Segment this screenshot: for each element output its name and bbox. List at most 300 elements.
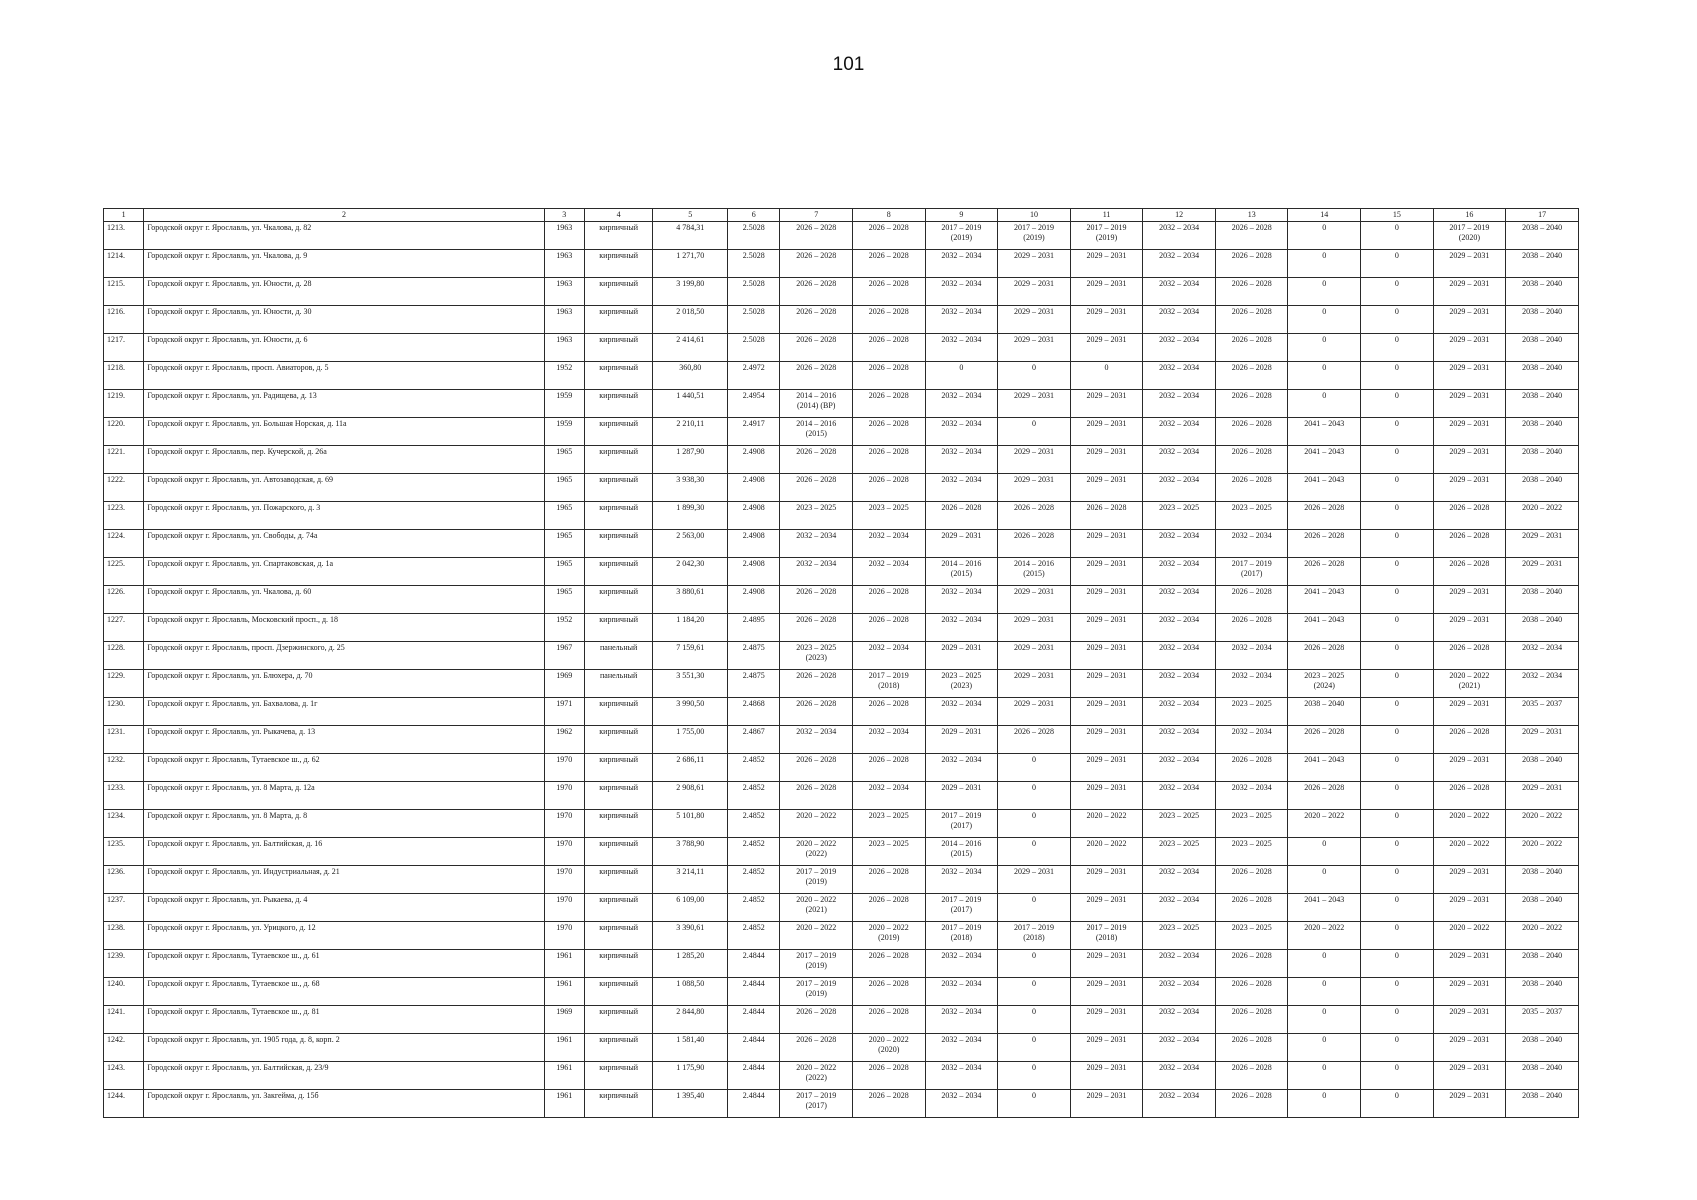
table-cell-col-8: 2026 – 2028 — [853, 1006, 926, 1034]
table-cell-col-8: 2026 – 2028 — [853, 698, 926, 726]
table-cell-col-12: 2032 – 2034 — [1143, 530, 1216, 558]
table-cell-col-17: 2029 – 2031 — [1506, 558, 1579, 586]
table-cell-col-4: панельный — [584, 642, 653, 670]
table-cell-col-2: Городской округ г. Ярославль, просп. Авиаторов, д. 5 — [144, 362, 544, 390]
table-cell-col-7: 2026 – 2028 — [780, 1006, 853, 1034]
table-cell-col-1: 1243. — [104, 1062, 144, 1090]
table-cell-col-7: 2020 – 2022 — [780, 810, 853, 838]
table-cell-col-17: 2038 – 2040 — [1506, 894, 1579, 922]
table-cell-col-17: 2038 – 2040 — [1506, 1034, 1579, 1062]
table-cell-col-8: 2026 – 2028 — [853, 586, 926, 614]
table-cell-col-10: 0 — [998, 782, 1071, 810]
table-cell-col-7: 2026 – 2028 — [780, 670, 853, 698]
table-cell-col-11: 2020 – 2022 — [1070, 838, 1143, 866]
table-row — [104, 586, 1579, 614]
table-cell-col-9: 2017 – 2019 (2017) — [925, 810, 998, 838]
table-cell-col-15: 0 — [1361, 950, 1434, 978]
table-cell-col-10: 2029 – 2031 — [998, 390, 1071, 418]
table-cell-col-12: 2032 – 2034 — [1143, 390, 1216, 418]
table-cell-col-12: 2032 – 2034 — [1143, 418, 1216, 446]
table-cell-col-17: 2038 – 2040 — [1506, 754, 1579, 782]
table-cell-col-12: 2032 – 2034 — [1143, 446, 1216, 474]
table-cell-col-10: 2029 – 2031 — [998, 642, 1071, 670]
table-cell-col-5: 1 088,50 — [653, 978, 728, 1006]
table-cell-col-11: 2029 – 2031 — [1070, 1034, 1143, 1062]
table-cell-col-17: 2032 – 2034 — [1506, 642, 1579, 670]
table-cell-col-6: 2.4895 — [728, 614, 780, 642]
table-cell-col-2: Городской округ г. Ярославль, ул. Свободы, д. 74а — [144, 530, 544, 558]
column-header-9: 9 — [925, 209, 998, 222]
table-cell-col-3: 1963 — [544, 306, 584, 334]
table-cell-col-7: 2026 – 2028 — [780, 334, 853, 362]
table-cell-col-6: 2.4844 — [728, 1034, 780, 1062]
table-cell-col-12: 2032 – 2034 — [1143, 726, 1216, 754]
table-cell-col-14: 2026 – 2028 — [1288, 502, 1361, 530]
table-cell-col-17: 2038 – 2040 — [1506, 1090, 1579, 1118]
table-cell-col-6: 2.4852 — [728, 866, 780, 894]
table-row — [104, 1034, 1579, 1062]
table-cell-col-16: 2026 – 2028 — [1433, 726, 1506, 754]
table-row — [104, 418, 1579, 446]
table-cell-col-15: 0 — [1361, 698, 1434, 726]
table-cell-col-9: 2032 – 2034 — [925, 1006, 998, 1034]
table-cell-col-12: 2032 – 2034 — [1143, 222, 1216, 250]
table-cell-col-2: Городской округ г. Ярославль, ул. Юности, д. 30 — [144, 306, 544, 334]
column-header-2: 2 — [144, 209, 544, 222]
table-cell-col-2: Городской округ г. Ярославль, Тутаевское ш., д. 81 — [144, 1006, 544, 1034]
table-cell-col-1: 1231. — [104, 726, 144, 754]
table-cell-col-7: 2017 – 2019 (2019) — [780, 950, 853, 978]
table-cell-col-2: Городской округ г. Ярославль, ул. Радищева, д. 13 — [144, 390, 544, 418]
table-cell-col-5: 3 938,30 — [653, 474, 728, 502]
table-cell-col-10: 2026 – 2028 — [998, 502, 1071, 530]
table-cell-col-14: 2026 – 2028 — [1288, 726, 1361, 754]
table-cell-col-3: 1959 — [544, 418, 584, 446]
table-cell-col-10: 2026 – 2028 — [998, 726, 1071, 754]
column-header-6: 6 — [728, 209, 780, 222]
table-cell-col-4: кирпичный — [584, 1090, 653, 1118]
table-cell-col-7: 2014 – 2016 (2015) — [780, 418, 853, 446]
table-cell-col-15: 0 — [1361, 782, 1434, 810]
table-cell-col-9: 2032 – 2034 — [925, 586, 998, 614]
table-cell-col-12: 2032 – 2034 — [1143, 978, 1216, 1006]
table-cell-col-9: 2032 – 2034 — [925, 754, 998, 782]
table-cell-col-11: 2029 – 2031 — [1070, 1006, 1143, 1034]
table-cell-col-2: Городской округ г. Ярославль, ул. 8 Марта, д. 8 — [144, 810, 544, 838]
table-cell-col-5: 7 159,61 — [653, 642, 728, 670]
table-cell-col-8: 2026 – 2028 — [853, 1090, 926, 1118]
table-cell-col-5: 2 908,61 — [653, 782, 728, 810]
column-header-1: 1 — [104, 209, 144, 222]
column-header-14: 14 — [1288, 209, 1361, 222]
table-cell-col-5: 3 551,30 — [653, 670, 728, 698]
table-cell-col-16: 2029 – 2031 — [1433, 698, 1506, 726]
table-cell-col-16: 2029 – 2031 — [1433, 250, 1506, 278]
table-cell-col-16: 2029 – 2031 — [1433, 866, 1506, 894]
table-cell-col-7: 2017 – 2019 (2019) — [780, 866, 853, 894]
table-cell-col-7: 2026 – 2028 — [780, 698, 853, 726]
table-cell-col-13: 2026 – 2028 — [1215, 446, 1288, 474]
table-cell-col-6: 2.4917 — [728, 418, 780, 446]
table-cell-col-15: 0 — [1361, 754, 1434, 782]
table-cell-col-7: 2026 – 2028 — [780, 250, 853, 278]
table-cell-col-5: 1 271,70 — [653, 250, 728, 278]
table-cell-col-5: 1 755,00 — [653, 726, 728, 754]
table-cell-col-4: панельный — [584, 670, 653, 698]
table-cell-col-15: 0 — [1361, 446, 1434, 474]
table-cell-col-3: 1963 — [544, 278, 584, 306]
table-cell-col-3: 1970 — [544, 838, 584, 866]
table-cell-col-12: 2032 – 2034 — [1143, 474, 1216, 502]
table-cell-col-16: 2029 – 2031 — [1433, 390, 1506, 418]
table-cell-col-16: 2029 – 2031 — [1433, 362, 1506, 390]
table-cell-col-8: 2032 – 2034 — [853, 530, 926, 558]
table-cell-col-10: 2029 – 2031 — [998, 586, 1071, 614]
table-cell-col-6: 2.4852 — [728, 754, 780, 782]
table-row — [104, 362, 1579, 390]
table-cell-col-8: 2023 – 2025 — [853, 810, 926, 838]
table-cell-col-3: 1952 — [544, 362, 584, 390]
table-cell-col-6: 2.5028 — [728, 250, 780, 278]
table-cell-col-7: 2032 – 2034 — [780, 726, 853, 754]
table-cell-col-13: 2026 – 2028 — [1215, 586, 1288, 614]
table-cell-col-13: 2026 – 2028 — [1215, 278, 1288, 306]
table-cell-col-10: 2029 – 2031 — [998, 670, 1071, 698]
table-row — [104, 810, 1579, 838]
table-cell-col-15: 0 — [1361, 390, 1434, 418]
table-cell-col-13: 2026 – 2028 — [1215, 866, 1288, 894]
table-cell-col-17: 2038 – 2040 — [1506, 362, 1579, 390]
table-cell-col-4: кирпичный — [584, 278, 653, 306]
table-cell-col-1: 1230. — [104, 698, 144, 726]
table-cell-col-1: 1242. — [104, 1034, 144, 1062]
table-row — [104, 334, 1579, 362]
table-cell-col-2: Городской округ г. Ярославль, просп. Дзержинского, д. 25 — [144, 642, 544, 670]
table-cell-col-13: 2026 – 2028 — [1215, 754, 1288, 782]
table-cell-col-4: кирпичный — [584, 754, 653, 782]
table-cell-col-10: 0 — [998, 1034, 1071, 1062]
table-cell-col-8: 2026 – 2028 — [853, 418, 926, 446]
table-cell-col-17: 2038 – 2040 — [1506, 278, 1579, 306]
table-cell-col-4: кирпичный — [584, 922, 653, 950]
table-cell-col-5: 5 101,80 — [653, 810, 728, 838]
table-body — [104, 222, 1579, 1118]
table-cell-col-4: кирпичный — [584, 222, 653, 250]
table-cell-col-1: 1232. — [104, 754, 144, 782]
table-cell-col-16: 2026 – 2028 — [1433, 558, 1506, 586]
table-cell-col-10: 0 — [998, 950, 1071, 978]
table-cell-col-10: 2029 – 2031 — [998, 278, 1071, 306]
table-cell-col-8: 2032 – 2034 — [853, 726, 926, 754]
table-cell-col-14: 0 — [1288, 866, 1361, 894]
table-cell-col-15: 0 — [1361, 362, 1434, 390]
table-cell-col-9: 2029 – 2031 — [925, 726, 998, 754]
table-cell-col-2: Городской округ г. Ярославль, ул. Бахвалова, д. 1г — [144, 698, 544, 726]
table-cell-col-11: 2029 – 2031 — [1070, 250, 1143, 278]
table-cell-col-17: 2038 – 2040 — [1506, 418, 1579, 446]
table-cell-col-13: 2026 – 2028 — [1215, 894, 1288, 922]
table-cell-col-5: 1 581,40 — [653, 1034, 728, 1062]
table-cell-col-11: 2029 – 2031 — [1070, 866, 1143, 894]
table-cell-col-10: 0 — [998, 894, 1071, 922]
table-cell-col-2: Городской округ г. Ярославль, ул. Чкалова, д. 82 — [144, 222, 544, 250]
table-cell-col-14: 0 — [1288, 978, 1361, 1006]
table-cell-col-8: 2023 – 2025 — [853, 838, 926, 866]
table-cell-col-6: 2.4908 — [728, 502, 780, 530]
table-cell-col-1: 1235. — [104, 838, 144, 866]
table-cell-col-13: 2026 – 2028 — [1215, 250, 1288, 278]
table-cell-col-14: 0 — [1288, 1090, 1361, 1118]
table-cell-col-15: 0 — [1361, 306, 1434, 334]
table-row — [104, 278, 1579, 306]
table-cell-col-15: 0 — [1361, 1090, 1434, 1118]
column-number-row — [104, 209, 1579, 222]
table-cell-col-11: 2029 – 2031 — [1070, 950, 1143, 978]
table-cell-col-13: 2026 – 2028 — [1215, 474, 1288, 502]
table-cell-col-8: 2026 – 2028 — [853, 950, 926, 978]
table-row — [104, 250, 1579, 278]
table-cell-col-15: 0 — [1361, 250, 1434, 278]
table-cell-col-5: 2 844,80 — [653, 1006, 728, 1034]
table-cell-col-4: кирпичный — [584, 446, 653, 474]
table-cell-col-15: 0 — [1361, 922, 1434, 950]
table-cell-col-2: Городской округ г. Ярославль, ул. Балтийская, д. 23/9 — [144, 1062, 544, 1090]
table-cell-col-6: 2.4875 — [728, 670, 780, 698]
table-cell-col-14: 2038 – 2040 — [1288, 698, 1361, 726]
table-cell-col-14: 0 — [1288, 334, 1361, 362]
table-cell-col-14: 0 — [1288, 278, 1361, 306]
table-cell-col-11: 2029 – 2031 — [1070, 558, 1143, 586]
table-cell-col-13: 2032 – 2034 — [1215, 726, 1288, 754]
table-cell-col-6: 2.4852 — [728, 894, 780, 922]
table-cell-col-11: 2017 – 2019 (2019) — [1070, 222, 1143, 250]
column-header-3: 3 — [544, 209, 584, 222]
table-cell-col-12: 2032 – 2034 — [1143, 950, 1216, 978]
table-cell-col-5: 1 395,40 — [653, 1090, 728, 1118]
table-cell-col-16: 2020 – 2022 — [1433, 922, 1506, 950]
column-header-5: 5 — [653, 209, 728, 222]
table-cell-col-7: 2026 – 2028 — [780, 474, 853, 502]
table-cell-col-12: 2032 – 2034 — [1143, 558, 1216, 586]
table-cell-col-7: 2020 – 2022 (2022) — [780, 1062, 853, 1090]
table-cell-col-14: 0 — [1288, 950, 1361, 978]
table-cell-col-16: 2029 – 2031 — [1433, 334, 1506, 362]
table-cell-col-8: 2026 – 2028 — [853, 222, 926, 250]
table-row — [104, 530, 1579, 558]
column-header-16: 16 — [1433, 209, 1506, 222]
table-cell-col-4: кирпичный — [584, 334, 653, 362]
table-cell-col-8: 2026 – 2028 — [853, 446, 926, 474]
table-cell-col-8: 2026 – 2028 — [853, 614, 926, 642]
table-cell-col-13: 2017 – 2019 (2017) — [1215, 558, 1288, 586]
table-cell-col-5: 2 686,11 — [653, 754, 728, 782]
table-cell-col-16: 2026 – 2028 — [1433, 782, 1506, 810]
table-cell-col-16: 2020 – 2022 — [1433, 838, 1506, 866]
table-cell-col-17: 2038 – 2040 — [1506, 866, 1579, 894]
table-cell-col-14: 2026 – 2028 — [1288, 782, 1361, 810]
table-cell-col-9: 2032 – 2034 — [925, 1090, 998, 1118]
table-cell-col-3: 1965 — [544, 558, 584, 586]
table-cell-col-2: Городской округ г. Ярославль, Тутаевское ш., д. 68 — [144, 978, 544, 1006]
table-cell-col-14: 0 — [1288, 250, 1361, 278]
table-cell-col-5: 2 042,30 — [653, 558, 728, 586]
table-cell-col-5: 3 990,50 — [653, 698, 728, 726]
table-cell-col-15: 0 — [1361, 642, 1434, 670]
table-cell-col-13: 2026 – 2028 — [1215, 222, 1288, 250]
table-cell-col-8: 2026 – 2028 — [853, 866, 926, 894]
table-cell-col-4: кирпичный — [584, 558, 653, 586]
table-cell-col-12: 2032 – 2034 — [1143, 642, 1216, 670]
table-cell-col-17: 2038 – 2040 — [1506, 250, 1579, 278]
table-cell-col-11: 2029 – 2031 — [1070, 614, 1143, 642]
table-cell-col-9: 2032 – 2034 — [925, 866, 998, 894]
table-cell-col-12: 2032 – 2034 — [1143, 782, 1216, 810]
table-cell-col-10: 0 — [998, 810, 1071, 838]
table-cell-col-7: 2020 – 2022 — [780, 922, 853, 950]
table-cell-col-8: 2026 – 2028 — [853, 250, 926, 278]
table-cell-col-13: 2032 – 2034 — [1215, 642, 1288, 670]
table-cell-col-1: 1226. — [104, 586, 144, 614]
table-cell-col-2: Городской округ г. Ярославль, ул. Юности, д. 28 — [144, 278, 544, 306]
table-cell-col-5: 360,80 — [653, 362, 728, 390]
table-row — [104, 614, 1579, 642]
table-cell-col-3: 1967 — [544, 642, 584, 670]
table-cell-col-2: Городской округ г. Ярославль, ул. Индустриальная, д. 21 — [144, 866, 544, 894]
table-cell-col-6: 2.4844 — [728, 1062, 780, 1090]
table-cell-col-4: кирпичный — [584, 726, 653, 754]
table-cell-col-12: 2032 – 2034 — [1143, 586, 1216, 614]
table-cell-col-8: 2026 – 2028 — [853, 978, 926, 1006]
table-cell-col-10: 2029 – 2031 — [998, 474, 1071, 502]
table-cell-col-17: 2038 – 2040 — [1506, 306, 1579, 334]
table-cell-col-1: 1218. — [104, 362, 144, 390]
table-cell-col-9: 2032 – 2034 — [925, 474, 998, 502]
table-cell-col-1: 1227. — [104, 614, 144, 642]
table-cell-col-9: 2014 – 2016 (2015) — [925, 838, 998, 866]
table-cell-col-16: 2029 – 2031 — [1433, 894, 1506, 922]
table-cell-col-3: 1965 — [544, 530, 584, 558]
table-cell-col-10: 0 — [998, 362, 1071, 390]
table-cell-col-16: 2029 – 2031 — [1433, 474, 1506, 502]
table-cell-col-16: 2026 – 2028 — [1433, 502, 1506, 530]
table-cell-col-4: кирпичный — [584, 810, 653, 838]
table-cell-col-7: 2026 – 2028 — [780, 782, 853, 810]
table-cell-col-3: 1963 — [544, 334, 584, 362]
table-cell-col-16: 2029 – 2031 — [1433, 1062, 1506, 1090]
table-cell-col-7: 2014 – 2016 (2014) (ВР) — [780, 390, 853, 418]
column-header-12: 12 — [1143, 209, 1216, 222]
table-cell-col-10: 2029 – 2031 — [998, 334, 1071, 362]
table-cell-col-15: 0 — [1361, 670, 1434, 698]
table-cell-col-2: Городской округ г. Ярославль, ул. 8 Марта, д. 12а — [144, 782, 544, 810]
table-cell-col-7: 2023 – 2025 (2023) — [780, 642, 853, 670]
table-cell-col-2: Городской округ г. Ярославль, ул. Большая Норская, д. 11а — [144, 418, 544, 446]
table-cell-col-7: 2032 – 2034 — [780, 530, 853, 558]
table-cell-col-12: 2032 – 2034 — [1143, 614, 1216, 642]
table-cell-col-12: 2023 – 2025 — [1143, 502, 1216, 530]
table-cell-col-6: 2.4852 — [728, 838, 780, 866]
table-cell-col-8: 2026 – 2028 — [853, 1062, 926, 1090]
table-cell-col-10: 0 — [998, 754, 1071, 782]
table-cell-col-13: 2026 – 2028 — [1215, 390, 1288, 418]
table-cell-col-4: кирпичный — [584, 838, 653, 866]
table-cell-col-13: 2023 – 2025 — [1215, 502, 1288, 530]
table-cell-col-11: 2029 – 2031 — [1070, 306, 1143, 334]
table-cell-col-3: 1961 — [544, 1062, 584, 1090]
table-cell-col-13: 2026 – 2028 — [1215, 334, 1288, 362]
table-row — [104, 838, 1579, 866]
table-cell-col-8: 2026 – 2028 — [853, 390, 926, 418]
table-cell-col-15: 0 — [1361, 278, 1434, 306]
table-cell-col-5: 1 184,20 — [653, 614, 728, 642]
table-cell-col-6: 2.4868 — [728, 698, 780, 726]
table-cell-col-16: 2026 – 2028 — [1433, 530, 1506, 558]
table-cell-col-1: 1221. — [104, 446, 144, 474]
table-cell-col-11: 2020 – 2022 — [1070, 810, 1143, 838]
table-cell-col-5: 6 109,00 — [653, 894, 728, 922]
table-cell-col-6: 2.5028 — [728, 278, 780, 306]
table-cell-col-10: 2029 – 2031 — [998, 866, 1071, 894]
table-cell-col-7: 2026 – 2028 — [780, 446, 853, 474]
table-cell-col-11: 2029 – 2031 — [1070, 1062, 1143, 1090]
table-cell-col-5: 2 210,11 — [653, 418, 728, 446]
table-cell-col-10: 2029 – 2031 — [998, 698, 1071, 726]
table-cell-col-1: 1240. — [104, 978, 144, 1006]
table-cell-col-10: 0 — [998, 1006, 1071, 1034]
table-cell-col-2: Городской округ г. Ярославль, Тутаевское ш., д. 61 — [144, 950, 544, 978]
table-cell-col-9: 2017 – 2019 (2019) — [925, 222, 998, 250]
table-cell-col-10: 2017 – 2019 (2019) — [998, 222, 1071, 250]
table-cell-col-3: 1962 — [544, 726, 584, 754]
table-cell-col-7: 2023 – 2025 — [780, 502, 853, 530]
table-cell-col-4: кирпичный — [584, 782, 653, 810]
table-cell-col-11: 2029 – 2031 — [1070, 278, 1143, 306]
table-cell-col-8: 2026 – 2028 — [853, 278, 926, 306]
table-cell-col-3: 1961 — [544, 1034, 584, 1062]
table-cell-col-4: кирпичный — [584, 698, 653, 726]
table-cell-col-2: Городской округ г. Ярославль, ул. Чкалова, д. 9 — [144, 250, 544, 278]
column-header-15: 15 — [1361, 209, 1434, 222]
column-header-7: 7 — [780, 209, 853, 222]
table-row — [104, 222, 1579, 250]
table-cell-col-12: 2032 – 2034 — [1143, 894, 1216, 922]
table-cell-col-5: 4 784,31 — [653, 222, 728, 250]
table-cell-col-15: 0 — [1361, 810, 1434, 838]
table-cell-col-4: кирпичный — [584, 978, 653, 1006]
table-cell-col-17: 2038 – 2040 — [1506, 390, 1579, 418]
table-cell-col-12: 2023 – 2025 — [1143, 810, 1216, 838]
table-cell-col-16: 2029 – 2031 — [1433, 586, 1506, 614]
table-cell-col-17: 2038 – 2040 — [1506, 950, 1579, 978]
table-cell-col-9: 0 — [925, 362, 998, 390]
table-cell-col-3: 1965 — [544, 446, 584, 474]
table-cell-col-16: 2029 – 2031 — [1433, 418, 1506, 446]
table-cell-col-8: 2026 – 2028 — [853, 306, 926, 334]
table-cell-col-8: 2032 – 2034 — [853, 782, 926, 810]
table-cell-col-9: 2032 – 2034 — [925, 698, 998, 726]
table-cell-col-6: 2.5028 — [728, 222, 780, 250]
table-cell-col-2: Городской округ г. Ярославль, ул. Пожарского, д. 3 — [144, 502, 544, 530]
table-cell-col-6: 2.4908 — [728, 474, 780, 502]
table-cell-col-16: 2029 – 2031 — [1433, 278, 1506, 306]
table-cell-col-9: 2032 – 2034 — [925, 334, 998, 362]
table-cell-col-14: 2026 – 2028 — [1288, 642, 1361, 670]
table-cell-col-5: 3 390,61 — [653, 922, 728, 950]
table-cell-col-13: 2026 – 2028 — [1215, 1006, 1288, 1034]
table-cell-col-7: 2026 – 2028 — [780, 278, 853, 306]
table-cell-col-14: 0 — [1288, 362, 1361, 390]
table-cell-col-6: 2.4844 — [728, 1090, 780, 1118]
